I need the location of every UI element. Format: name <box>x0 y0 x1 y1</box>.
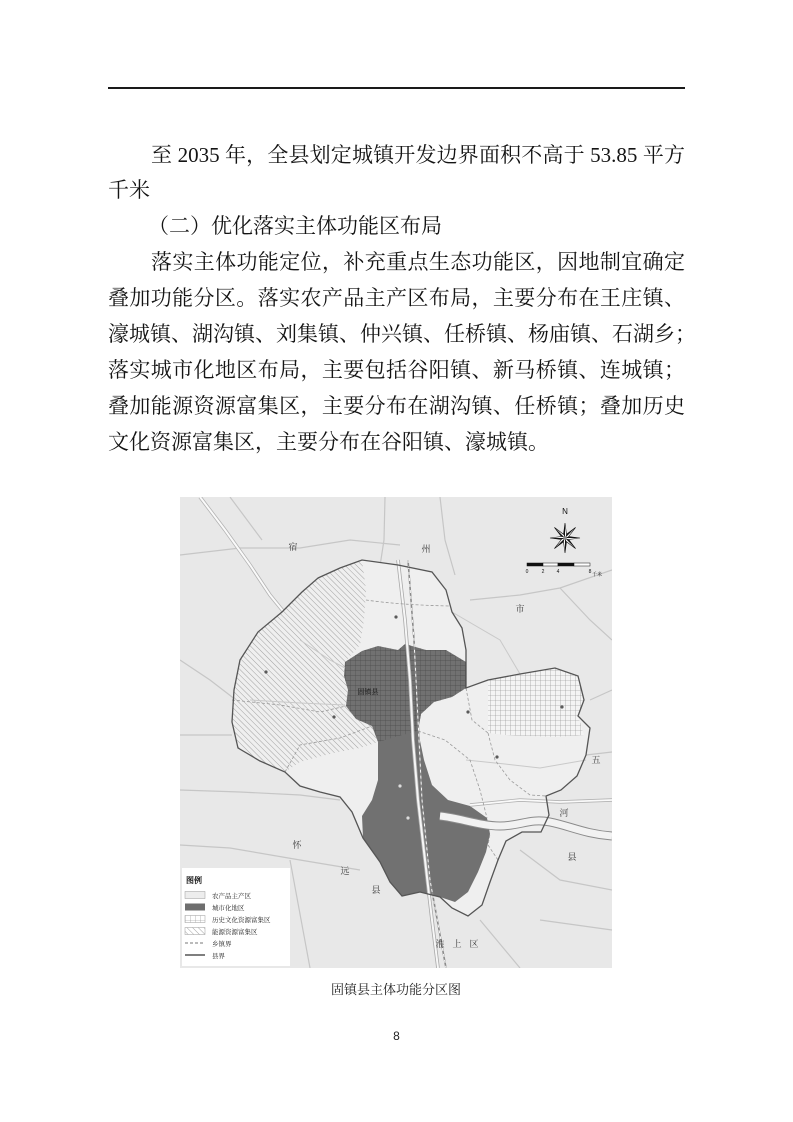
legend-swatch-energy <box>185 928 205 935</box>
place-label: 怀 <box>292 840 302 850</box>
scale-unit-label: 千米 <box>591 572 603 578</box>
place-label: 县 <box>567 852 577 862</box>
legend-swatch-urban <box>185 904 205 911</box>
paragraph-1-line-2: 千米 <box>108 178 150 202</box>
county-seat-label: 固镇县 <box>357 689 379 696</box>
page-number: 8 <box>393 1029 400 1043</box>
scale-segment <box>574 563 590 566</box>
map-canvas <box>180 497 612 968</box>
north-label: N <box>562 507 568 516</box>
scale-tick-label: 2 <box>541 569 545 575</box>
place-label: 远 <box>340 866 350 876</box>
place-label: 市 <box>515 604 525 614</box>
legend-label: 农产品主产区 <box>212 893 251 900</box>
legend-title: 图例 <box>186 876 202 885</box>
place-label: 淮 <box>435 939 445 949</box>
legend-label: 城市化地区 <box>212 905 245 912</box>
town-marker <box>394 615 397 618</box>
legend-label: 乡镇界 <box>212 941 232 948</box>
town-marker <box>560 705 563 708</box>
place-label: 上 <box>452 939 462 949</box>
scale-tick-label: 8 <box>588 569 592 575</box>
legend-swatch-heritage <box>185 916 205 923</box>
town-marker <box>332 715 335 718</box>
scale-segment <box>558 563 574 566</box>
legend-swatch-agricultural <box>185 892 205 899</box>
legend-label: 县界 <box>212 953 225 960</box>
paragraph-2-line-2: 叠加功能分区。落实农产品主产区布局，主要分布在王庄镇、 <box>108 286 685 310</box>
legend-label: 历史文化资源富集区 <box>212 917 271 924</box>
place-label: 河 <box>559 808 569 818</box>
paragraph-1-line-1: 至 2035 年，全县划定城镇开发边界面积不高于 53.85 平方 <box>151 143 685 167</box>
paragraph-2-line-5: 叠加能源资源富集区，主要分布在湖沟镇、任桥镇；叠加历史 <box>108 394 685 418</box>
function-zone-map <box>180 497 612 968</box>
town-marker <box>398 784 401 787</box>
section-heading: （二）优化落实主体功能区布局 <box>148 214 442 238</box>
place-label: 宿 <box>288 542 298 552</box>
paragraph-2-line-6: 文化资源富集区，主要分布在谷阳镇、濠城镇。 <box>108 430 549 454</box>
figure-caption: 固镇县主体功能分区图 <box>330 982 461 997</box>
paragraph-2-line-4: 落实城市化地区布局，主要包括谷阳镇、新马桥镇、连城镇； <box>108 358 685 382</box>
heritage-zone <box>488 668 584 737</box>
scale-tick-label: 4 <box>556 569 560 575</box>
paragraph-2-line-3: 濠城镇、湖沟镇、刘集镇、仲兴镇、任桥镇、杨庙镇、石湖乡； <box>108 322 696 346</box>
scale-tick-label: 0 <box>525 569 529 575</box>
town-marker <box>466 710 469 713</box>
map-legend <box>182 868 290 966</box>
town-marker <box>406 816 409 819</box>
paragraph-2-line-1: 落实主体功能定位，补充重点生态功能区，因地制宜确定 <box>151 250 685 274</box>
town-marker <box>495 755 498 758</box>
place-label: 州 <box>421 544 431 554</box>
place-label: 五 <box>591 755 601 765</box>
legend-label: 能源资源富集区 <box>212 929 258 936</box>
scale-segment <box>543 563 558 566</box>
place-label: 区 <box>469 939 479 949</box>
place-label: 县 <box>371 885 381 895</box>
scale-segment <box>527 563 543 566</box>
header-rule <box>108 87 685 89</box>
town-marker <box>264 670 267 673</box>
